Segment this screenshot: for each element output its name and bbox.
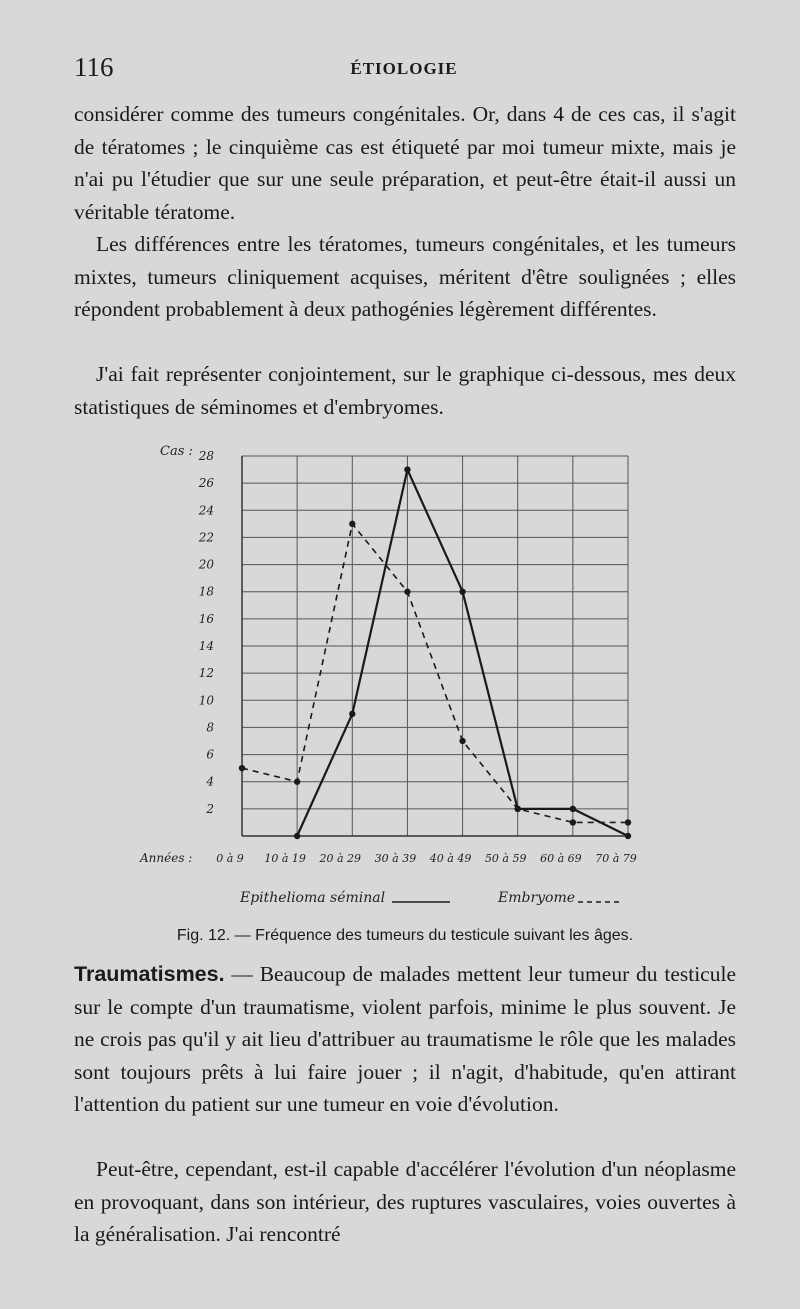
- y-tick-label: 14: [198, 639, 214, 653]
- data-point-seminal: [459, 589, 465, 595]
- x-tick-label: 50 à 59: [484, 852, 527, 865]
- y-tick-label: 4: [206, 774, 214, 789]
- y-tick-label: 16: [198, 611, 214, 626]
- figure-caption: Fig. 12. — Fréquence des tumeurs du testicule suivant les âges.: [176, 927, 634, 944]
- data-point-embryome: [459, 738, 465, 744]
- legend-label-seminal: Epithelioma séminal: [240, 890, 386, 906]
- y-tick-label: 26: [198, 476, 214, 491]
- data-point-embryome: [239, 765, 245, 771]
- paragraph-2: Les différences entre les tératomes, tumeurs congénitales, et les tumeurs mixtes, tumeurs cliniquement acquises, méritent d'être soulignées ; elles répondent probablement à deux pathogénies légèrement différentes.: [74, 232, 736, 322]
- legend-label-embryome: Embryome: [498, 890, 576, 906]
- x-tick-label: 10 à 19: [264, 852, 306, 865]
- paragraph-4: [74, 958, 736, 1121]
- paragraph-4-text: — Beaucoup de malades mettent leur tumeur du testicule sur le compte d'un traumatisme, violent parfois, minime le plus souvent. Je ne crois pas qu'il y ait lieu d'attribuer au traumatisme le rôle que les malades sont toujours prêts à lui faire jouer ; il n'agit, d'habitude, qu'en attirant l'attention du patient sur une tumeur en voie d'évolution.: [74, 962, 736, 1117]
- paragraph-5: Peut-être, cependant, est-il capable d'accélérer l'évolution d'un néoplasme en provoquant, dans son intérieur, des ruptures vasculaires, voies ouvertes à la généralisation. J'ai rencontré: [74, 1157, 736, 1247]
- y-tick-label: 28: [198, 449, 214, 463]
- paragraph-1: considérer comme des tumeurs congénitales. Or, dans 4 de ces cas, il s'agit de tératomes ; le cinquième cas est étiqueté par moi tumeur mixte, mais je n'ai pu l'étudier que sur une seule préparation, et peut-être était-il aussi un véritable tératome.: [74, 102, 736, 224]
- data-point-seminal: [404, 466, 410, 472]
- section-heading: Traumatismes.: [74, 962, 225, 986]
- page-header: [74, 52, 734, 88]
- x-axis-label: Années :: [140, 851, 193, 865]
- x-tick-label: 20 à 29: [319, 852, 362, 865]
- data-point-embryome: [294, 779, 300, 785]
- y-tick-label: 6: [206, 747, 214, 762]
- data-point-seminal: [625, 833, 631, 839]
- data-point-seminal: [294, 833, 300, 839]
- y-tick-label: 20: [198, 557, 214, 572]
- x-tick-label: 40 à 49: [429, 852, 472, 865]
- data-point-embryome: [349, 521, 355, 527]
- paragraph-3: J'ai fait représenter conjointement, sur le graphique ci-dessous, mes deux statistiques de séminomes et d'embryomes.: [74, 362, 736, 419]
- data-point-embryome: [404, 589, 410, 595]
- y-axis-label: Cas :: [160, 444, 193, 459]
- data-point-embryome: [625, 819, 631, 825]
- figure-12-chart: [130, 436, 660, 916]
- y-tick-label: 12: [198, 666, 214, 681]
- x-tick-label: 70 à 79: [595, 852, 637, 865]
- y-tick-label: 22: [198, 530, 214, 545]
- data-point-embryome: [515, 806, 521, 812]
- x-tick-label: 0 à 9: [216, 852, 244, 865]
- chart-svg: [130, 436, 660, 916]
- x-tick-label: 60 à 69: [540, 852, 582, 865]
- data-point-seminal: [349, 711, 355, 717]
- y-tick-label: 2: [206, 801, 214, 816]
- x-tick-label: 30 à 39: [374, 852, 417, 865]
- y-tick-label: 8: [206, 720, 214, 735]
- y-tick-label: 10: [198, 693, 214, 708]
- y-tick-label: 24: [198, 503, 214, 518]
- data-point-seminal: [570, 806, 576, 812]
- running-title: ÉTIOLOGIE: [350, 59, 458, 78]
- y-tick-label: 18: [198, 584, 214, 599]
- page-number: 116: [74, 52, 114, 82]
- data-point-embryome: [570, 819, 576, 825]
